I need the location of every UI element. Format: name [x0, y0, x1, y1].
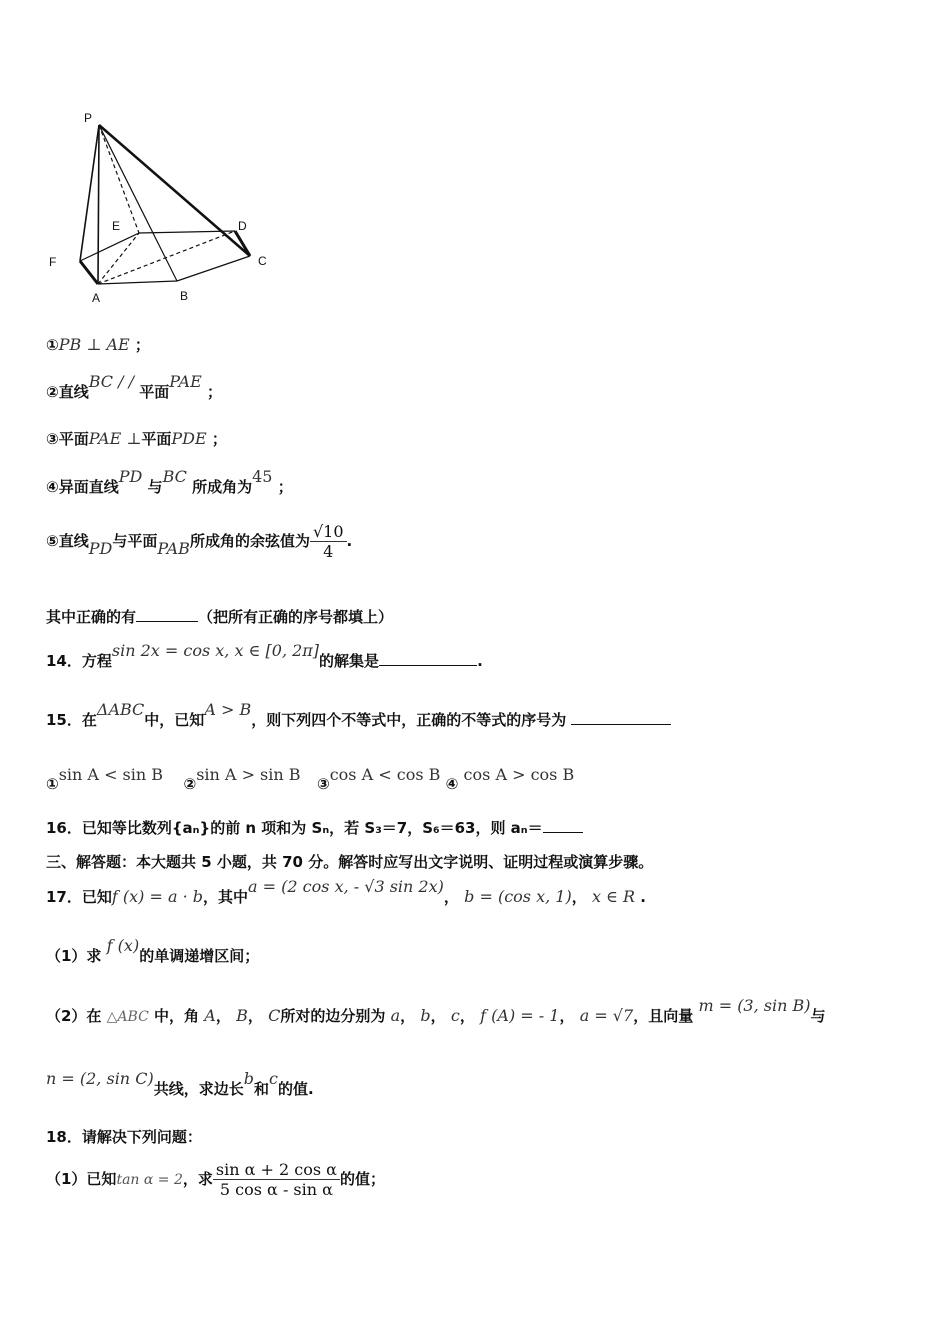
- option-4: cos A > cos B: [463, 765, 575, 784]
- text: 方程: [81, 652, 112, 670]
- text: ，: [247, 1007, 263, 1025]
- option-mark: ③: [317, 775, 330, 793]
- text: 的值；: [339, 1170, 385, 1188]
- text: 的值.: [277, 1080, 314, 1098]
- text: ，: [443, 888, 459, 906]
- label-a: A: [92, 291, 101, 305]
- text: 中，已知: [144, 711, 205, 729]
- option-1: sin A < sin B: [58, 765, 164, 784]
- math-expression: f (A) = - 1: [480, 1006, 560, 1025]
- math-expression: b: [243, 1069, 254, 1088]
- question-17: [46, 877, 646, 907]
- math-expression: a = √7: [579, 1006, 634, 1025]
- question-number: 18．: [46, 1128, 82, 1146]
- part-label: （1）已知: [46, 1170, 117, 1188]
- statement-2: [46, 372, 222, 402]
- math-expression: c: [268, 1069, 278, 1088]
- circled-number: ④: [46, 478, 59, 496]
- punctuation: ；: [134, 336, 150, 354]
- text: ，: [459, 1007, 475, 1025]
- fraction-numerator: sin α + 2 cos α: [213, 1160, 340, 1180]
- text: ，: [430, 1007, 446, 1025]
- label-e: E: [112, 219, 121, 233]
- text: 的单调递增区间；: [139, 947, 260, 965]
- text: 其中正确的有: [46, 608, 137, 626]
- answer-blank[interactable]: [571, 710, 671, 725]
- math-expression: BC: [162, 467, 187, 486]
- punctuation: ；: [206, 383, 222, 401]
- math-expression: tan α = 2: [116, 1172, 183, 1188]
- question-14: [46, 641, 483, 671]
- text: ，: [215, 1007, 231, 1025]
- q17-part-2-continued: [46, 1069, 314, 1099]
- math-expression: PB ⊥ AE: [58, 335, 130, 354]
- fraction: [310, 522, 347, 561]
- text: 所成角为: [192, 478, 253, 496]
- option-mark: ④: [445, 775, 459, 793]
- text: 异面直线: [58, 478, 119, 496]
- text: 所对的边分别为: [280, 1007, 386, 1025]
- math-expression: PD: [118, 467, 143, 486]
- math-expression: 45: [252, 467, 273, 486]
- option-3: cos A < cos B: [329, 765, 441, 784]
- text: ，其中: [203, 888, 249, 906]
- circled-number: ⑤: [46, 532, 59, 550]
- text: ，: [559, 1007, 575, 1025]
- math-expression: n = (2, sin C): [46, 1069, 154, 1088]
- fraction-denominator: 5 cos α - sin α: [219, 1180, 333, 1199]
- math-expression: ΔABC: [96, 700, 145, 719]
- question-number: 17．: [46, 888, 82, 906]
- text: ，且向量: [633, 1007, 694, 1025]
- math-expression: x ∈ R: [591, 887, 636, 906]
- question-15: [46, 700, 671, 730]
- text: 直线: [58, 383, 89, 401]
- text: 与: [810, 1007, 826, 1025]
- text: 的解集是: [319, 652, 380, 670]
- option-mark: ①: [46, 775, 59, 793]
- option-mark: ②: [183, 775, 197, 793]
- text: （把所有正确的序号都填上）: [198, 608, 394, 626]
- punctuation: ；: [211, 430, 227, 448]
- option-2: sin A > sin B: [196, 765, 301, 784]
- text: 与: [147, 478, 163, 496]
- math-expression: PD: [88, 539, 113, 558]
- punctuation: .: [640, 888, 646, 906]
- math-expression: b = (cos x, 1): [464, 887, 572, 906]
- text: 已知等比数列{aₙ}的前 n 项和为 Sₙ，若 S₃＝7，S₆＝63，则 aₙ＝: [81, 819, 543, 837]
- punctuation: .: [346, 532, 353, 550]
- math-expression: a = (2 cos x, - √3 sin 2x): [248, 877, 444, 896]
- text: 请解决下列问题：: [81, 1128, 202, 1146]
- math-expression: a: [390, 1006, 401, 1025]
- text: 平面: [141, 430, 172, 448]
- text: 在: [81, 711, 97, 729]
- answer-blank[interactable]: [136, 607, 198, 622]
- question-number: 14．: [46, 652, 82, 670]
- text: ，: [400, 1007, 416, 1025]
- math-expression: m = (3, sin B): [698, 996, 811, 1015]
- part-label: （1）求: [46, 947, 102, 965]
- text: 所成角的余弦值为: [189, 532, 310, 550]
- label-f: F: [49, 255, 57, 269]
- q13-answer-line: [46, 606, 393, 627]
- text: ，: [571, 888, 587, 906]
- text: ，求: [182, 1170, 213, 1188]
- answer-blank[interactable]: [543, 818, 583, 833]
- label-p: P: [84, 111, 93, 125]
- statement-5: [46, 522, 352, 561]
- text: 与平面: [112, 532, 158, 550]
- circled-number: ②: [46, 383, 59, 401]
- math-expression: b: [420, 1006, 431, 1025]
- pyramid-figure: [40, 106, 280, 306]
- label-c: C: [258, 254, 267, 268]
- math-expression: B: [236, 1006, 248, 1025]
- math-expression: BC / /: [88, 372, 134, 391]
- math-expression: A: [204, 1006, 216, 1025]
- text: 中，角: [154, 1007, 200, 1025]
- text: 直线: [58, 532, 89, 550]
- part-label: （2）在: [46, 1007, 102, 1025]
- math-expression: f (x): [106, 936, 140, 955]
- math-expression: PAE: [169, 372, 202, 391]
- math-expression: c: [450, 1006, 460, 1025]
- text: 已知: [81, 888, 112, 906]
- question-16: [46, 817, 583, 838]
- question-18: [46, 1126, 202, 1147]
- question-number: 15．: [46, 711, 82, 729]
- section-3-header: 三、解答题：本大题共 5 小题，共 70 分。解答时应写出文字说明、证明过程或演算步骤。: [46, 853, 654, 871]
- text: 共线，求边长: [153, 1080, 244, 1098]
- q17-part-2: [46, 996, 826, 1026]
- punctuation: .: [477, 652, 483, 670]
- q17-part-1: [46, 936, 260, 966]
- fraction-denominator: 4: [323, 542, 334, 561]
- statement-4: [46, 467, 293, 497]
- q15-options: [46, 765, 575, 793]
- fraction: [213, 1160, 340, 1199]
- math-expression: sin 2x = cos x, x ∈ [0, 2π]: [111, 641, 320, 660]
- circled-number: ①: [46, 336, 59, 354]
- text: 和: [253, 1080, 269, 1098]
- math-expression: △ABC: [106, 1009, 149, 1025]
- text: 平面: [139, 383, 170, 401]
- math-expression: f (x) = a · b: [111, 887, 204, 906]
- text: 平面: [58, 430, 89, 448]
- label-b: B: [180, 289, 189, 303]
- answer-blank[interactable]: [379, 651, 477, 666]
- statement-1: [46, 334, 150, 355]
- statement-3: [46, 428, 227, 449]
- circled-number: ③: [46, 430, 59, 448]
- q18-part-1: [46, 1160, 385, 1199]
- math-expression: A > B: [204, 700, 252, 719]
- fraction-numerator: √10: [310, 522, 347, 542]
- math-expression: C: [268, 1006, 281, 1025]
- punctuation: ；: [277, 478, 293, 496]
- math-expression: PAE ⊥: [88, 429, 142, 448]
- question-number: 16．: [46, 819, 82, 837]
- text: ，则下列四个不等式中，正确的不等式的序号为: [251, 711, 567, 729]
- label-d: D: [238, 219, 247, 233]
- math-expression: PAB: [157, 539, 190, 558]
- math-expression: PDE: [171, 429, 207, 448]
